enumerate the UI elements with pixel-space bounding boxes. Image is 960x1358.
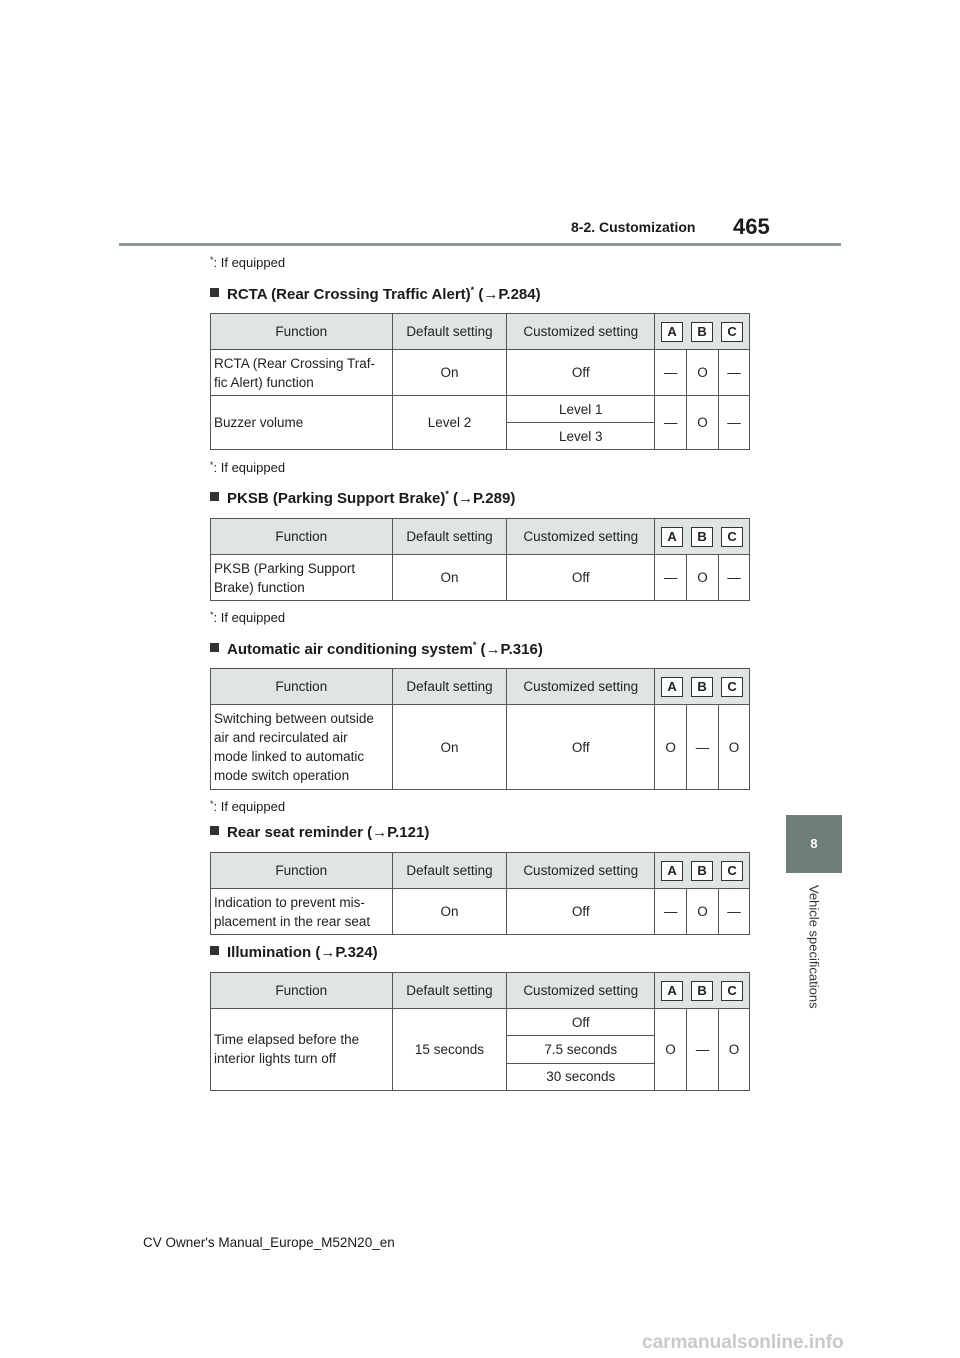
column-header-function: Function [211,973,393,1009]
method-c-badge: C [721,322,743,342]
method-a-badge: A [661,677,683,697]
column-header-default: Default setting [392,669,507,705]
cell-method-a: — [655,889,687,935]
column-header-function: Function [211,314,393,350]
cell-function: Switching between outside air and recirculated air mode linked to automatic mode switch operation [211,705,393,790]
cell-custom: Off [507,555,655,601]
customization-table [210,852,750,935]
column-header-custom: Customized setting [507,669,655,705]
cell-default: On [392,889,507,935]
bullet-square-icon [210,643,219,652]
cell-custom: Off [507,705,655,790]
cell-method-b: O [687,555,719,601]
bullet-square-icon [210,288,219,297]
chapter-tab-number: 8 [786,815,842,873]
method-c-badge: C [721,861,743,881]
column-header-default: Default setting [392,519,507,555]
method-a-badge: A [661,527,683,547]
section-title: Illumination (→P.324) [210,944,378,961]
cell-default: On [392,705,507,790]
cell-custom: 7.5 seconds [507,1036,655,1063]
column-header-custom: Customized setting [507,853,655,889]
customization-table [210,972,750,1091]
column-header-abc [655,669,750,705]
column-header-function: Function [211,669,393,705]
section-title: PKSB (Parking Support Brake)* (→P.289) [210,489,515,507]
cell-custom: Level 1 [507,396,655,423]
cell-custom: 30 seconds [507,1063,655,1090]
column-header-custom: Customized setting [507,973,655,1009]
bullet-square-icon [210,946,219,955]
footnote: *: If equipped [210,255,286,270]
watermark: carmanualsonline.info [642,1332,844,1353]
column-header-custom: Customized setting [507,314,655,350]
cell-method-b: O [687,350,719,396]
table-header-row [211,314,750,350]
customization-table [210,668,750,790]
method-a-badge: A [661,322,683,342]
cell-custom: Off [507,1009,655,1036]
footnote: *: If equipped [210,799,286,814]
method-a-badge: A [661,981,683,1001]
cell-function: PKSB (Parking Support Brake) function [211,555,393,601]
cell-method-a: — [655,555,687,601]
method-b-badge: B [691,981,713,1001]
cell-default: 15 seconds [392,1009,507,1091]
bullet-square-icon [210,826,219,835]
cell-custom: Off [507,350,655,396]
table-row [211,555,750,601]
table-header-row [211,853,750,889]
table-header-row [211,973,750,1009]
method-b-badge: B [691,527,713,547]
customization-table [210,518,750,601]
cell-default: Level 2 [392,396,507,450]
cell-method-a: — [655,396,687,450]
table-row [211,705,750,790]
customization-table [210,313,750,450]
cell-function: RCTA (Rear Crossing Traf- fic Alert) function [211,350,393,396]
section-title: Automatic air conditioning system* (→P.316) [210,640,543,658]
column-header-function: Function [211,853,393,889]
cell-method-b: — [687,1009,719,1091]
cell-method-c: — [719,555,750,601]
cell-method-b: — [687,705,719,790]
table-header-row [211,519,750,555]
method-b-badge: B [691,861,713,881]
table-header-row [211,669,750,705]
column-header-default: Default setting [392,853,507,889]
footnote: *: If equipped [210,610,286,625]
cell-method-a: O [655,1009,687,1091]
cell-method-c: — [718,889,749,935]
footer-manual-id: CV Owner's Manual_Europe_M52N20_en [143,1235,395,1250]
cell-method-a: O [655,705,687,790]
cell-method-c: O [718,1009,749,1091]
method-b-badge: B [691,322,713,342]
section-title: Rear seat reminder (→P.121) [210,824,429,841]
method-b-badge: B [691,677,713,697]
section-header: 8-2. Customization [571,219,696,235]
cell-function: Time elapsed before the interior lights turn off [211,1009,393,1091]
header-divider [119,243,841,246]
page-number: 465 [733,214,770,239]
cell-method-c: — [719,350,750,396]
cell-custom: Off [507,889,655,935]
method-c-badge: C [721,981,743,1001]
footnote: *: If equipped [210,460,286,475]
table-row [211,1009,750,1036]
table-row [211,889,750,935]
cell-function: Indication to prevent mis- placement in the rear seat [211,889,393,935]
section-title: RCTA (Rear Crossing Traffic Alert)* (→P.284) [210,285,541,303]
column-header-abc [655,314,750,350]
method-c-badge: C [721,527,743,547]
cell-method-a: — [655,350,687,396]
cell-method-c: O [719,705,750,790]
cell-method-b: O [687,889,719,935]
chapter-tab-label: Vehicle specifications [806,885,822,1009]
table-row [211,396,750,423]
cell-default: On [392,555,507,601]
cell-function: Buzzer volume [211,396,393,450]
column-header-abc [655,519,750,555]
bullet-square-icon [210,492,219,501]
column-header-default: Default setting [392,314,507,350]
column-header-abc [655,973,750,1009]
method-c-badge: C [721,677,743,697]
method-a-badge: A [661,861,683,881]
column-header-custom: Customized setting [507,519,655,555]
cell-default: On [392,350,507,396]
cell-method-c: — [719,396,750,450]
cell-custom: Level 3 [507,423,655,450]
table-row [211,350,750,396]
column-header-default: Default setting [392,973,507,1009]
column-header-function: Function [211,519,393,555]
cell-method-b: O [687,396,719,450]
column-header-abc [655,853,750,889]
